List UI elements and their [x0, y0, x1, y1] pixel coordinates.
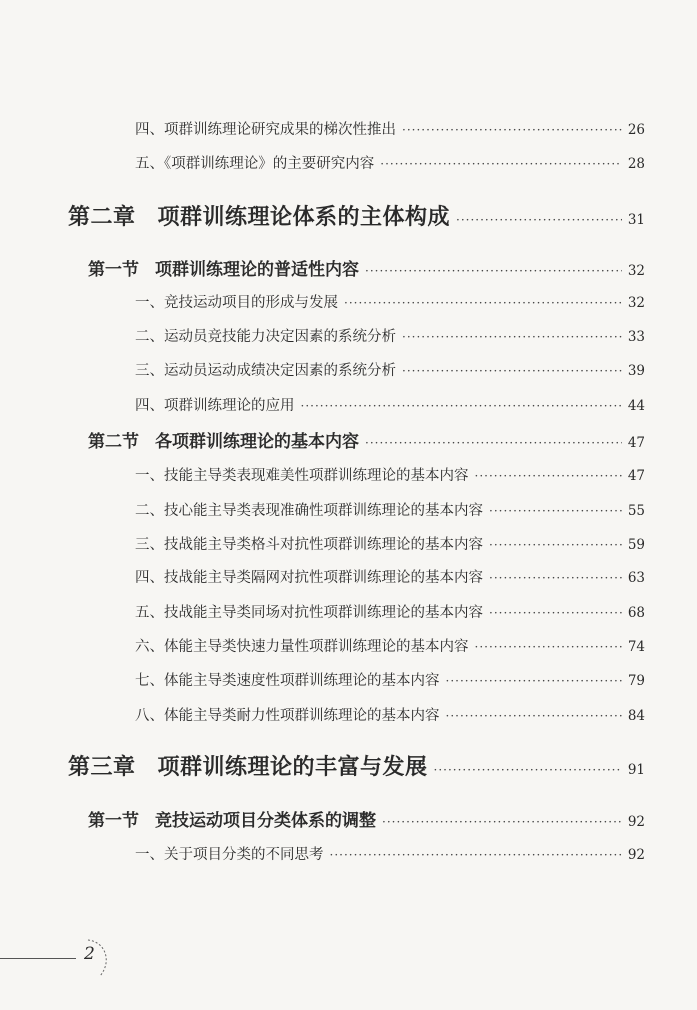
- toc-item-page: 59: [627, 537, 645, 553]
- toc-item: [135, 566, 645, 587]
- toc-item: [135, 499, 645, 520]
- toc-section-page: 32: [627, 263, 645, 279]
- toc-chapter-title: [68, 750, 428, 781]
- toc-item-page: 74: [627, 639, 645, 655]
- toc-section: [88, 806, 645, 831]
- dot-leader: [402, 123, 622, 137]
- toc-item: [135, 533, 645, 554]
- section-label: 第一节: [88, 260, 139, 280]
- toc-item-title: 五、技战能主导类同场对抗性项群训练理论的基本内容: [135, 605, 483, 621]
- toc-item-page: 28: [627, 156, 645, 172]
- toc-item: [135, 704, 645, 725]
- toc-item: [135, 359, 645, 380]
- toc-item: [135, 464, 645, 485]
- chapter-title-text: 项群训练理论体系的主体构成: [157, 204, 451, 230]
- toc-item-title: 一、竞技运动项目的形成与发展: [135, 295, 338, 311]
- dot-leader: [446, 674, 622, 688]
- toc-item-page: 39: [627, 363, 645, 379]
- toc-item: [135, 152, 645, 173]
- toc-item-page: 92: [627, 847, 645, 863]
- toc-item-title: 三、运动员运动成绩决定因素的系统分析: [135, 363, 396, 379]
- toc-item-title: 一、关于项目分类的不同思考: [135, 847, 324, 863]
- toc-item: [135, 843, 645, 864]
- toc-item-title: 六、体能主导类快速力量性项群训练理论的基本内容: [135, 639, 469, 655]
- dot-leader: [380, 157, 622, 171]
- toc-item-title: 八、体能主导类耐力性项群训练理论的基本内容: [135, 708, 440, 724]
- toc-item-page: 84: [627, 708, 645, 724]
- dot-leader: [434, 763, 622, 777]
- toc-chapter-page: 31: [627, 212, 645, 228]
- chapter-label: 第二章: [68, 204, 136, 230]
- toc-item-page: 63: [627, 570, 645, 586]
- page-number: 2: [84, 944, 95, 964]
- toc-item-title: 四、技战能主导类隔网对抗性项群训练理论的基本内容: [135, 570, 483, 586]
- toc-item-title: 一、技能主导类表现难美性项群训练理论的基本内容: [135, 468, 469, 484]
- toc-item-title: 三、技战能主导类格斗对抗性项群训练理论的基本内容: [135, 537, 483, 553]
- toc-section-page: 92: [627, 814, 645, 830]
- section-label: 第一节: [88, 811, 139, 831]
- dot-leader: [489, 538, 622, 552]
- toc-item: [135, 325, 645, 346]
- toc-item: [135, 601, 645, 622]
- dot-leader: [330, 848, 622, 862]
- section-label: 第二节: [88, 432, 139, 452]
- toc-item: [135, 118, 645, 139]
- dot-leader: [402, 364, 622, 378]
- toc-section-title: [88, 806, 376, 831]
- toc-section-title: [88, 255, 359, 280]
- toc-item-title: 二、技心能主导类表现准确性项群训练理论的基本内容: [135, 503, 483, 519]
- footer-rule: [0, 958, 76, 959]
- dot-leader: [489, 504, 622, 518]
- section-title-text: 竞技运动项目分类体系的调整: [155, 811, 376, 831]
- dot-leader: [489, 571, 622, 585]
- toc-chapter: [68, 750, 645, 781]
- dot-leader: [365, 264, 622, 278]
- toc-item-page: 47: [627, 468, 645, 484]
- toc-item-title: 七、体能主导类速度性项群训练理论的基本内容: [135, 673, 440, 689]
- toc-item: [135, 669, 645, 690]
- toc-chapter-title: [68, 200, 450, 231]
- toc-item-page: 32: [627, 295, 645, 311]
- dot-leader: [456, 213, 622, 227]
- dot-leader: [301, 399, 622, 413]
- toc-item: [135, 635, 645, 656]
- chapter-title-text: 项群训练理论的丰富与发展: [157, 754, 428, 780]
- toc-item-title: 五、《项群训练理论》的主要研究内容: [135, 156, 375, 172]
- dot-leader: [489, 606, 622, 620]
- page-number-ornament: [76, 936, 116, 980]
- toc-item-page: 55: [627, 503, 645, 519]
- toc-item-title: 四、项群训练理论的应用: [135, 398, 295, 414]
- toc-item-page: 44: [627, 398, 645, 414]
- toc-section: [88, 427, 645, 452]
- dot-leader: [446, 709, 622, 723]
- toc-chapter-page: 91: [627, 762, 645, 778]
- chapter-label: 第三章: [68, 754, 136, 780]
- toc-item-title: 四、项群训练理论研究成果的梯次性推出: [135, 122, 396, 138]
- toc-chapter: [68, 200, 645, 231]
- toc-item: [135, 291, 645, 312]
- toc-section-page: 47: [627, 435, 645, 451]
- toc-item-page: 79: [627, 673, 645, 689]
- toc-item-page: 68: [627, 605, 645, 621]
- section-title-text: 各项群训练理论的基本内容: [155, 432, 359, 452]
- toc-item: [135, 394, 645, 415]
- dot-leader: [344, 296, 622, 310]
- dot-leader: [475, 469, 622, 483]
- toc-item-page: 33: [627, 329, 645, 345]
- dot-leader: [382, 815, 622, 829]
- dot-leader: [402, 330, 622, 344]
- toc-item-page: 26: [627, 122, 645, 138]
- dot-leader: [475, 640, 622, 654]
- toc-item-title: 二、运动员竞技能力决定因素的系统分析: [135, 329, 396, 345]
- dot-leader: [365, 436, 622, 450]
- toc-section-title: [88, 427, 359, 452]
- toc-section: [88, 255, 645, 280]
- section-title-text: 项群训练理论的普适性内容: [155, 260, 359, 280]
